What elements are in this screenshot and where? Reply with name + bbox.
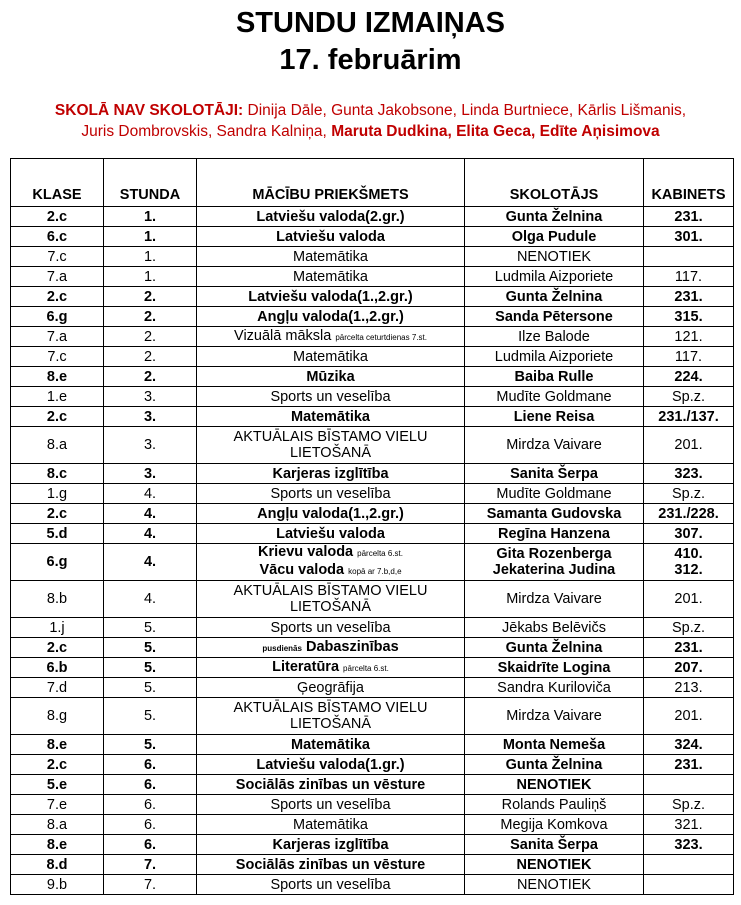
table-row	[11, 544, 734, 581]
cell-stunda: 7.	[104, 855, 197, 875]
subject-note: pārcelta 6.st.	[343, 663, 389, 673]
cell-klase: 8.c	[11, 464, 104, 484]
cell-stunda: 1.	[104, 207, 197, 227]
cell-teacher: Mirdza Vaivare	[465, 698, 644, 735]
cell-subject	[197, 638, 465, 658]
cell-klase: 8.a	[11, 815, 104, 835]
cell-klase: 7.c	[11, 347, 104, 367]
cell-subject: Latviešu valoda	[197, 524, 465, 544]
cell-teacher: Regīna Hanzena	[465, 524, 644, 544]
cell-teacher: Gunta Želnina	[465, 287, 644, 307]
cell-subject: Latviešu valoda	[197, 227, 465, 247]
cell-stunda: 2.	[104, 287, 197, 307]
cell-klase: 7.d	[11, 678, 104, 698]
cell-stunda: 2.	[104, 347, 197, 367]
table-row	[11, 207, 734, 227]
cell-room: 315.	[644, 307, 734, 327]
absent-names-2: Juris Dombrovskis, Sandra Kalniņa,	[81, 123, 327, 140]
cell-stunda: 6.	[104, 815, 197, 835]
cell-stunda: 5.	[104, 658, 197, 678]
cell-room: 301.	[644, 227, 734, 247]
cell-klase: 8.e	[11, 367, 104, 387]
cell-room: 213.	[644, 678, 734, 698]
cell-stunda: 4.	[104, 524, 197, 544]
teacher-1: Gita Rozenberga	[496, 546, 612, 562]
cell-room: 207.	[644, 658, 734, 678]
cell-stunda: 7.	[104, 875, 197, 895]
subject-note: pārcelta ceturtdienas 7.st.	[335, 332, 427, 342]
cell-teacher: Samanta Gudovska	[465, 504, 644, 524]
table-row	[11, 524, 734, 544]
cell-teacher: Rolands Pauliņš	[465, 795, 644, 815]
cell-subject: Ģeogrāfija	[197, 678, 465, 698]
cell-teacher: Sandra Kuriloviča	[465, 678, 644, 698]
cell-klase: 8.e	[11, 735, 104, 755]
cell-stunda: 6.	[104, 775, 197, 795]
table-row	[11, 287, 734, 307]
cell-stunda: 1.	[104, 227, 197, 247]
cell-klase: 6.g	[11, 307, 104, 327]
table-row	[11, 618, 734, 638]
cell-stunda: 2.	[104, 327, 197, 347]
cell-room: 231.	[644, 207, 734, 227]
teacher-2: Jekaterina Judina	[492, 562, 616, 578]
cell-subject: Angļu valoda(1.,2.gr.)	[197, 307, 465, 327]
cell-teacher: Ilze Balode	[465, 327, 644, 347]
cell-klase: 2.c	[11, 504, 104, 524]
cell-klase: 5.e	[11, 775, 104, 795]
subject-prefix: pusdienās	[262, 643, 302, 653]
cell-klase: 1.e	[11, 387, 104, 407]
header-kabinets: KABINETS	[644, 159, 734, 207]
cell-stunda: 1.	[104, 267, 197, 287]
cell-room: 307.	[644, 524, 734, 544]
cell-subject: Mūzika	[197, 367, 465, 387]
cell-teacher: NENOTIEK	[465, 775, 644, 795]
cell-teacher: Gunta Želnina	[465, 207, 644, 227]
cell-stunda: 5.	[104, 678, 197, 698]
cell-subject: Latviešu valoda(1.gr.)	[197, 755, 465, 775]
cell-subject: Matemātika	[197, 815, 465, 835]
cell-room: Sp.z.	[644, 387, 734, 407]
cell-subject	[197, 327, 465, 347]
cell-room: 201.	[644, 427, 734, 464]
subject-text: Vizuālā māksla	[234, 327, 332, 344]
subject-text: Dabaszinības	[305, 638, 399, 655]
table-row	[11, 815, 734, 835]
header-skolotajs: SKOLOTĀJS	[465, 159, 644, 207]
cell-subject: Sports un veselība	[197, 795, 465, 815]
cell-room	[644, 875, 734, 895]
absent-names: Dinija Dāle, Gunta Jakobsone, Linda Burtniece, Kārlis Lišmanis,	[247, 102, 687, 119]
table-row	[11, 327, 734, 347]
table-row	[11, 464, 734, 484]
table-row	[11, 427, 734, 464]
cell-room: 231./137.	[644, 407, 734, 427]
absent-names-bold: Maruta Dudkina, Elita Geca, Edīte Aņisimova	[331, 123, 660, 140]
header-stunda: STUNDA	[104, 159, 197, 207]
cell-subject: Sports un veselība	[197, 618, 465, 638]
cell-stunda: 4.	[104, 484, 197, 504]
cell-klase: 8.b	[11, 581, 104, 618]
cell-stunda: 6.	[104, 795, 197, 815]
subject-text-2: Vācu valoda	[259, 562, 345, 578]
cell-klase: 2.c	[11, 407, 104, 427]
cell-subject: Sports un veselība	[197, 387, 465, 407]
cell-klase: 2.c	[11, 755, 104, 775]
cell-subject: Matemātika	[197, 247, 465, 267]
table-row	[11, 835, 734, 855]
cell-room: 231.	[644, 287, 734, 307]
cell-stunda: 3.	[104, 464, 197, 484]
cell-room: 201.	[644, 698, 734, 735]
cell-stunda: 6.	[104, 835, 197, 855]
cell-room: 323.	[644, 464, 734, 484]
cell-teacher: Baiba Rulle	[465, 367, 644, 387]
table-row	[11, 407, 734, 427]
cell-room: 321.	[644, 815, 734, 835]
cell-subject: Matemātika	[197, 267, 465, 287]
absent-label: SKOLĀ NAV SKOLOTĀJI:	[54, 102, 244, 119]
cell-klase: 8.g	[11, 698, 104, 735]
cell-room: Sp.z.	[644, 795, 734, 815]
cell-teacher: Mudīte Goldmane	[465, 484, 644, 504]
cell-room: 201.	[644, 581, 734, 618]
cell-klase: 7.a	[11, 267, 104, 287]
cell-subject: Matemātika	[197, 735, 465, 755]
cell-stunda: 5.	[104, 618, 197, 638]
cell-room	[644, 247, 734, 267]
cell-room	[644, 775, 734, 795]
cell-klase: 1.g	[11, 484, 104, 504]
cell-subject: AKTUĀLAIS BĪSTAMO VIELU LIETOŠANĀ	[197, 427, 465, 464]
cell-subject: Sports un veselība	[197, 875, 465, 895]
cell-teacher: NENOTIEK	[465, 855, 644, 875]
table-row	[11, 484, 734, 504]
cell-klase: 8.e	[11, 835, 104, 855]
cell-room	[644, 544, 734, 581]
table-row	[11, 658, 734, 678]
table-row	[11, 698, 734, 735]
room-2: 312.	[674, 562, 703, 578]
cell-teacher: Ludmila Aizporiete	[465, 347, 644, 367]
cell-teacher: Ludmila Aizporiete	[465, 267, 644, 287]
cell-klase: 7.a	[11, 327, 104, 347]
cell-subject: Karjeras izglītība	[197, 835, 465, 855]
cell-subject: Matemātika	[197, 407, 465, 427]
cell-subject	[197, 544, 465, 581]
cell-teacher: Skaidrīte Logina	[465, 658, 644, 678]
cell-subject: Sociālās zinības un vēsture	[197, 855, 465, 875]
cell-stunda: 3.	[104, 427, 197, 464]
table-row	[11, 227, 734, 247]
table-row	[11, 267, 734, 287]
cell-teacher: Sanita Šerpa	[465, 464, 644, 484]
subject-note: pārcelta 6.st.	[357, 549, 403, 558]
subject-text: Krievu valoda	[258, 544, 354, 560]
schedule-changes-table	[10, 158, 734, 895]
cell-stunda: 5.	[104, 698, 197, 735]
cell-teacher: NENOTIEK	[465, 247, 644, 267]
cell-room: 231./228.	[644, 504, 734, 524]
table-row	[11, 504, 734, 524]
cell-teacher: Mudīte Goldmane	[465, 387, 644, 407]
cell-klase: 6.c	[11, 227, 104, 247]
room-1: 410.	[674, 546, 703, 562]
table-row	[11, 347, 734, 367]
cell-teacher: Liene Reisa	[465, 407, 644, 427]
cell-klase: 1.j	[11, 618, 104, 638]
table-row	[11, 755, 734, 775]
cell-subject: Sports un veselība	[197, 484, 465, 504]
header-klase: KLASE	[11, 159, 104, 207]
cell-subject: Matemātika	[197, 347, 465, 367]
subject-note-2: kopā ar 7.b,d,e	[348, 567, 402, 576]
cell-room: 117.	[644, 267, 734, 287]
table-row	[11, 855, 734, 875]
cell-klase: 2.c	[11, 287, 104, 307]
cell-klase: 5.d	[11, 524, 104, 544]
cell-stunda: 3.	[104, 407, 197, 427]
cell-teacher	[465, 544, 644, 581]
cell-room: 324.	[644, 735, 734, 755]
cell-teacher: Sanita Šerpa	[465, 835, 644, 855]
cell-teacher: Monta Nemeša	[465, 735, 644, 755]
subject-text: Literatūra	[272, 658, 340, 675]
cell-stunda: 5.	[104, 735, 197, 755]
cell-klase: 8.d	[11, 855, 104, 875]
cell-klase: 7.c	[11, 247, 104, 267]
cell-stunda: 4.	[104, 581, 197, 618]
cell-teacher: Mirdza Vaivare	[465, 581, 644, 618]
cell-klase: 6.b	[11, 658, 104, 678]
cell-stunda: 6.	[104, 755, 197, 775]
cell-teacher: Mirdza Vaivare	[465, 427, 644, 464]
cell-room: 231.	[644, 755, 734, 775]
cell-subject: Sociālās zinības un vēsture	[197, 775, 465, 795]
table-row	[11, 795, 734, 815]
table-row	[11, 247, 734, 267]
cell-room: 224.	[644, 367, 734, 387]
table-row	[11, 387, 734, 407]
table-row	[11, 307, 734, 327]
table-row	[11, 678, 734, 698]
cell-room: Sp.z.	[644, 618, 734, 638]
cell-subject: Karjeras izglītība	[197, 464, 465, 484]
page-title: STUNDU IZMAIŅAS	[235, 7, 506, 39]
cell-room	[644, 855, 734, 875]
cell-room: 121.	[644, 327, 734, 347]
cell-room: 117.	[644, 347, 734, 367]
cell-teacher: Gunta Želnina	[465, 755, 644, 775]
table-row	[11, 367, 734, 387]
cell-subject: Latviešu valoda(2.gr.)	[197, 207, 465, 227]
cell-stunda: 5.	[104, 638, 197, 658]
page-date: 17. februārim	[279, 44, 462, 76]
cell-teacher: NENOTIEK	[465, 875, 644, 895]
cell-stunda: 1.	[104, 247, 197, 267]
table-row	[11, 735, 734, 755]
cell-subject: AKTUĀLAIS BĪSTAMO VIELU LIETOŠANĀ	[197, 581, 465, 618]
cell-stunda: 3.	[104, 387, 197, 407]
cell-klase: 8.a	[11, 427, 104, 464]
cell-subject: Latviešu valoda(1.,2.gr.)	[197, 287, 465, 307]
table-row	[11, 638, 734, 658]
cell-klase: 6.g	[11, 544, 104, 581]
cell-stunda: 4.	[104, 504, 197, 524]
cell-subject: AKTUĀLAIS BĪSTAMO VIELU LIETOŠANĀ	[197, 698, 465, 735]
cell-room: Sp.z.	[644, 484, 734, 504]
cell-teacher: Megija Komkova	[465, 815, 644, 835]
absent-teachers-notice	[0, 100, 741, 142]
header-prieksmets: MĀCĪBU PRIEKŠMETS	[197, 159, 465, 207]
table-row	[11, 875, 734, 895]
cell-klase: 2.c	[11, 638, 104, 658]
cell-stunda: 4.	[104, 544, 197, 581]
table-row	[11, 581, 734, 618]
cell-room: 231.	[644, 638, 734, 658]
cell-room: 323.	[644, 835, 734, 855]
table-row	[11, 775, 734, 795]
cell-teacher: Gunta Želnina	[465, 638, 644, 658]
cell-klase: 2.c	[11, 207, 104, 227]
cell-teacher: Jēkabs Belēvičs	[465, 618, 644, 638]
cell-teacher: Olga Pudule	[465, 227, 644, 247]
cell-subject: Angļu valoda(1.,2.gr.)	[197, 504, 465, 524]
cell-subject	[197, 658, 465, 678]
cell-klase: 7.e	[11, 795, 104, 815]
table-header-row	[11, 159, 734, 207]
cell-stunda: 2.	[104, 307, 197, 327]
cell-stunda: 2.	[104, 367, 197, 387]
cell-klase: 9.b	[11, 875, 104, 895]
cell-teacher: Sanda Pētersone	[465, 307, 644, 327]
